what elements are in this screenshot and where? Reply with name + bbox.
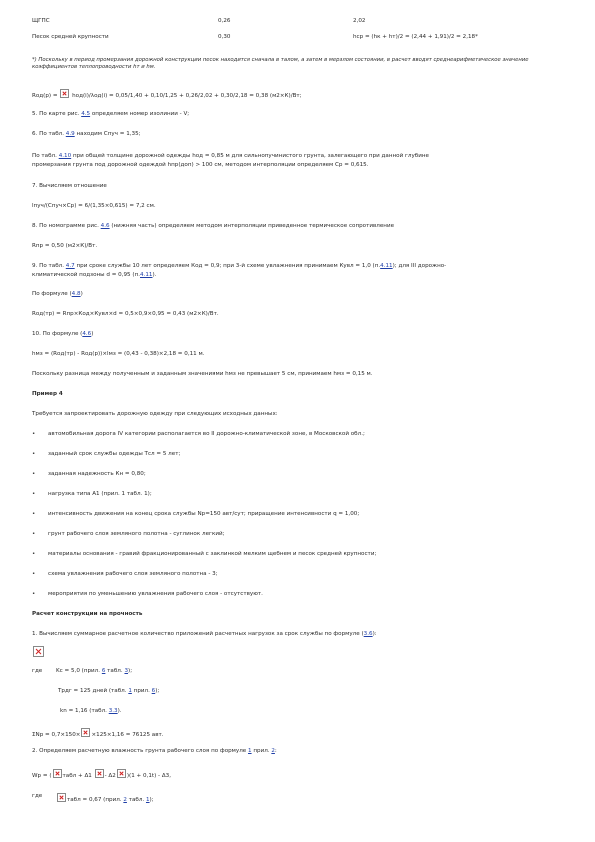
broken-image-icon <box>117 769 126 778</box>
link-app-6[interactable]: 6 <box>101 668 106 674</box>
step-10: 10. По формуле (4.6) <box>32 331 94 337</box>
formula-rpr: Rпр = 0,50 (м2×К)/Вт. <box>32 243 98 249</box>
kn-line: kn = 1,16 (табл. 3.3). <box>60 708 122 714</box>
list-item: интенсивность движения на конец срока службы Np=150 авт/сут; приращение интенсивности q = 1,00; <box>48 511 360 517</box>
bullet-icon: • <box>32 451 36 457</box>
trdg-line: Трдг = 125 дней (табл. 1 прил. 6); <box>58 688 160 694</box>
list-item: материалы основания - гравий фракционированный с заклинкой мелким щебнем и песок средней крупности; <box>48 551 377 557</box>
bullet-icon: • <box>32 471 36 477</box>
link-app-6[interactable]: 6 <box>151 688 156 694</box>
example-title: Пример 4 <box>32 391 63 397</box>
calc-step-2: 2. Определяем расчетную влажность грунта рабочего слоя по формуле 1 прил. 2: <box>32 748 277 754</box>
step-5: 5. По карте рис. 4.5 определяем номер изолинии - V; <box>32 111 190 117</box>
footnote: *) Поскольку в период промерзания дорожной конструкции песок находится сначала в талом, а затем в мерзлом состоянии, в расчет вводят среднеарифметическое значение коэффициентов теплопроводности hт и hм. <box>32 57 529 71</box>
requirements-intro: Требуется запроектировать дорожную одежду при следующих исходных данных: <box>32 411 278 417</box>
link-table-1[interactable]: 1 <box>145 797 150 803</box>
link-formula-4-8[interactable]: 4.8 <box>71 291 81 297</box>
bullet-icon: • <box>32 571 36 577</box>
link-p-4-11[interactable]: 4.11 <box>380 263 393 269</box>
table-cell: 0,26 <box>218 18 231 24</box>
link-app-2[interactable]: 2 <box>123 797 127 803</box>
link-table-3[interactable]: 3 <box>124 668 129 674</box>
step-8: 8. По номограмме рис. 4.6 (нижняя часть) определяем методом интерполяции приведенное термическое сопротивление <box>32 223 395 229</box>
formula-rod-tr: Rод(тр) = Rпр×Код×Кувл×d = 0,5×0,9×0,95 = 0,43 (м2×К)/Вт. <box>32 311 219 317</box>
step-9-line2: климатической подзоны d = 0,95 (п.4.11). <box>32 272 157 278</box>
table-cell: Песок средней крупности <box>32 34 109 40</box>
link-fig-4-5[interactable]: 4.5 <box>81 111 91 117</box>
link-formula-1[interactable]: 1 <box>248 748 252 754</box>
table-cell: 0,30 <box>218 34 231 40</box>
calc-step-1: 1. Вычисляем суммарное расчетное количество приложений расчетных нагрузок за срок службы по формуле (3.6): <box>32 631 377 637</box>
broken-image-icon <box>53 769 62 778</box>
link-fig-4-6[interactable]: 4.6 <box>100 223 110 229</box>
list-item: грунт рабочего слоя земляного полотна - суглинок легкий; <box>48 531 225 537</box>
formula-rod: Rод(р) = hод(i)/λод(i) = 0,05/1,40 + 0,10/1,25 + 0,26/2,02 + 0,30/2,18 = 0,38 (м2×К)/Вт; <box>32 89 302 99</box>
list-item: автомобильная дорога IV категории располагается во II дорожно-климатической зоне, в Московской обл.; <box>48 431 365 437</box>
bullet-icon: • <box>32 431 36 437</box>
formula-hmz: hмз = (Rод(тр) - Rод(р))×lмз = (0,43 - 0,38)×2,18 = 0,11 м. <box>32 351 205 357</box>
step-6b-line1: По табл. 4.10 при общей толщине дорожной одежды hод = 0,85 м для сильнопучинистого грунта, залегающего при данной глубине <box>32 153 429 159</box>
link-table-4-10[interactable]: 4.10 <box>58 153 72 159</box>
table-cell: 2,02 <box>353 18 366 24</box>
link-formula-4-6[interactable]: 4.6 <box>82 331 92 337</box>
table-cell: ЩГПС <box>32 18 50 24</box>
snp-formula: ΣNp = 0,7×150× ×125×1,16 = 76125 авт. <box>32 728 164 738</box>
where-label: где <box>32 793 43 799</box>
link-table-4-7[interactable]: 4.7 <box>65 263 75 269</box>
step-7: 7. Вычисляем отношение <box>32 183 107 189</box>
where-label: где <box>32 668 43 674</box>
list-item: схема увлажнения рабочего слоя земляного полотна - 3; <box>48 571 218 577</box>
broken-image-icon <box>60 89 69 98</box>
by-formula-4-8: По формуле (4.8) <box>32 291 83 297</box>
link-table-3-3[interactable]: 3.3 <box>108 708 118 714</box>
step-6b-line2: промерзания грунта под дорожной одеждой hпр(доп) > 100 см, методом интерполяции определяем Ср = 0,615. <box>32 162 369 168</box>
list-item: мероприятия по уменьшению увлажнения рабочего слоя - отсутствуют. <box>48 591 263 597</box>
list-item: заданная надежность Кн = 0,80; <box>48 471 146 477</box>
bullet-icon: • <box>32 511 36 517</box>
bullet-icon: • <box>32 491 36 497</box>
list-item: нагрузка типа А1 (прил. 1 табл. 1); <box>48 491 152 497</box>
kc-line: Kc = 5,0 (прил. 6 табл. 3); <box>56 668 133 674</box>
broken-image-icon <box>57 793 66 802</box>
broken-image-icon <box>95 769 104 778</box>
formula-image <box>32 646 45 658</box>
table-cell: hср = (hк + hт)/2 = (2,44 + 1,91)/2 = 2,18* <box>353 34 478 40</box>
broken-image-icon <box>33 646 44 657</box>
bullet-icon: • <box>32 551 36 557</box>
link-table-4-9[interactable]: 4.9 <box>65 131 75 137</box>
broken-image-icon <box>81 728 90 737</box>
link-formula-3-6[interactable]: 3.6 <box>363 631 373 637</box>
link-app-2[interactable]: 2 <box>271 748 275 754</box>
wp-formula: Wp = ( табл + Δ1 - Δ2 )(1 + 0,1t) - Δ3, <box>32 769 171 779</box>
list-item: заданный срок службы одежды Тсл = 5 лет; <box>48 451 181 457</box>
conclusion: Поскольку разница между полученным и заданным значениями hмз не превышает 5 см, принимаем hмз = 0,15 м. <box>32 371 373 377</box>
bullet-icon: • <box>32 591 36 597</box>
link-table-1[interactable]: 1 <box>128 688 132 694</box>
wtabl-line: табл = 0,67 (прил. 2 табл. 1); <box>56 793 154 803</box>
formula-lpr: lпуч/(Спуч×Ср) = 6/(1,35×0,615) = 7,2 см. <box>32 203 156 209</box>
link-p-4-11[interactable]: 4.11 <box>140 272 153 278</box>
bullet-icon: • <box>32 531 36 537</box>
step-6: 6. По табл. 4.9 находим Спуч = 1,35; <box>32 131 141 137</box>
step-9-line1: 9. По табл. 4.7 при сроке службы 10 лет определяем Код = 0,9; при 3-й схеме увлажнения принимаем Кувл = 1,0 (п.4.11); для III дорожно- <box>32 263 447 269</box>
calc-title: Расчет конструкции на прочность <box>32 611 143 617</box>
